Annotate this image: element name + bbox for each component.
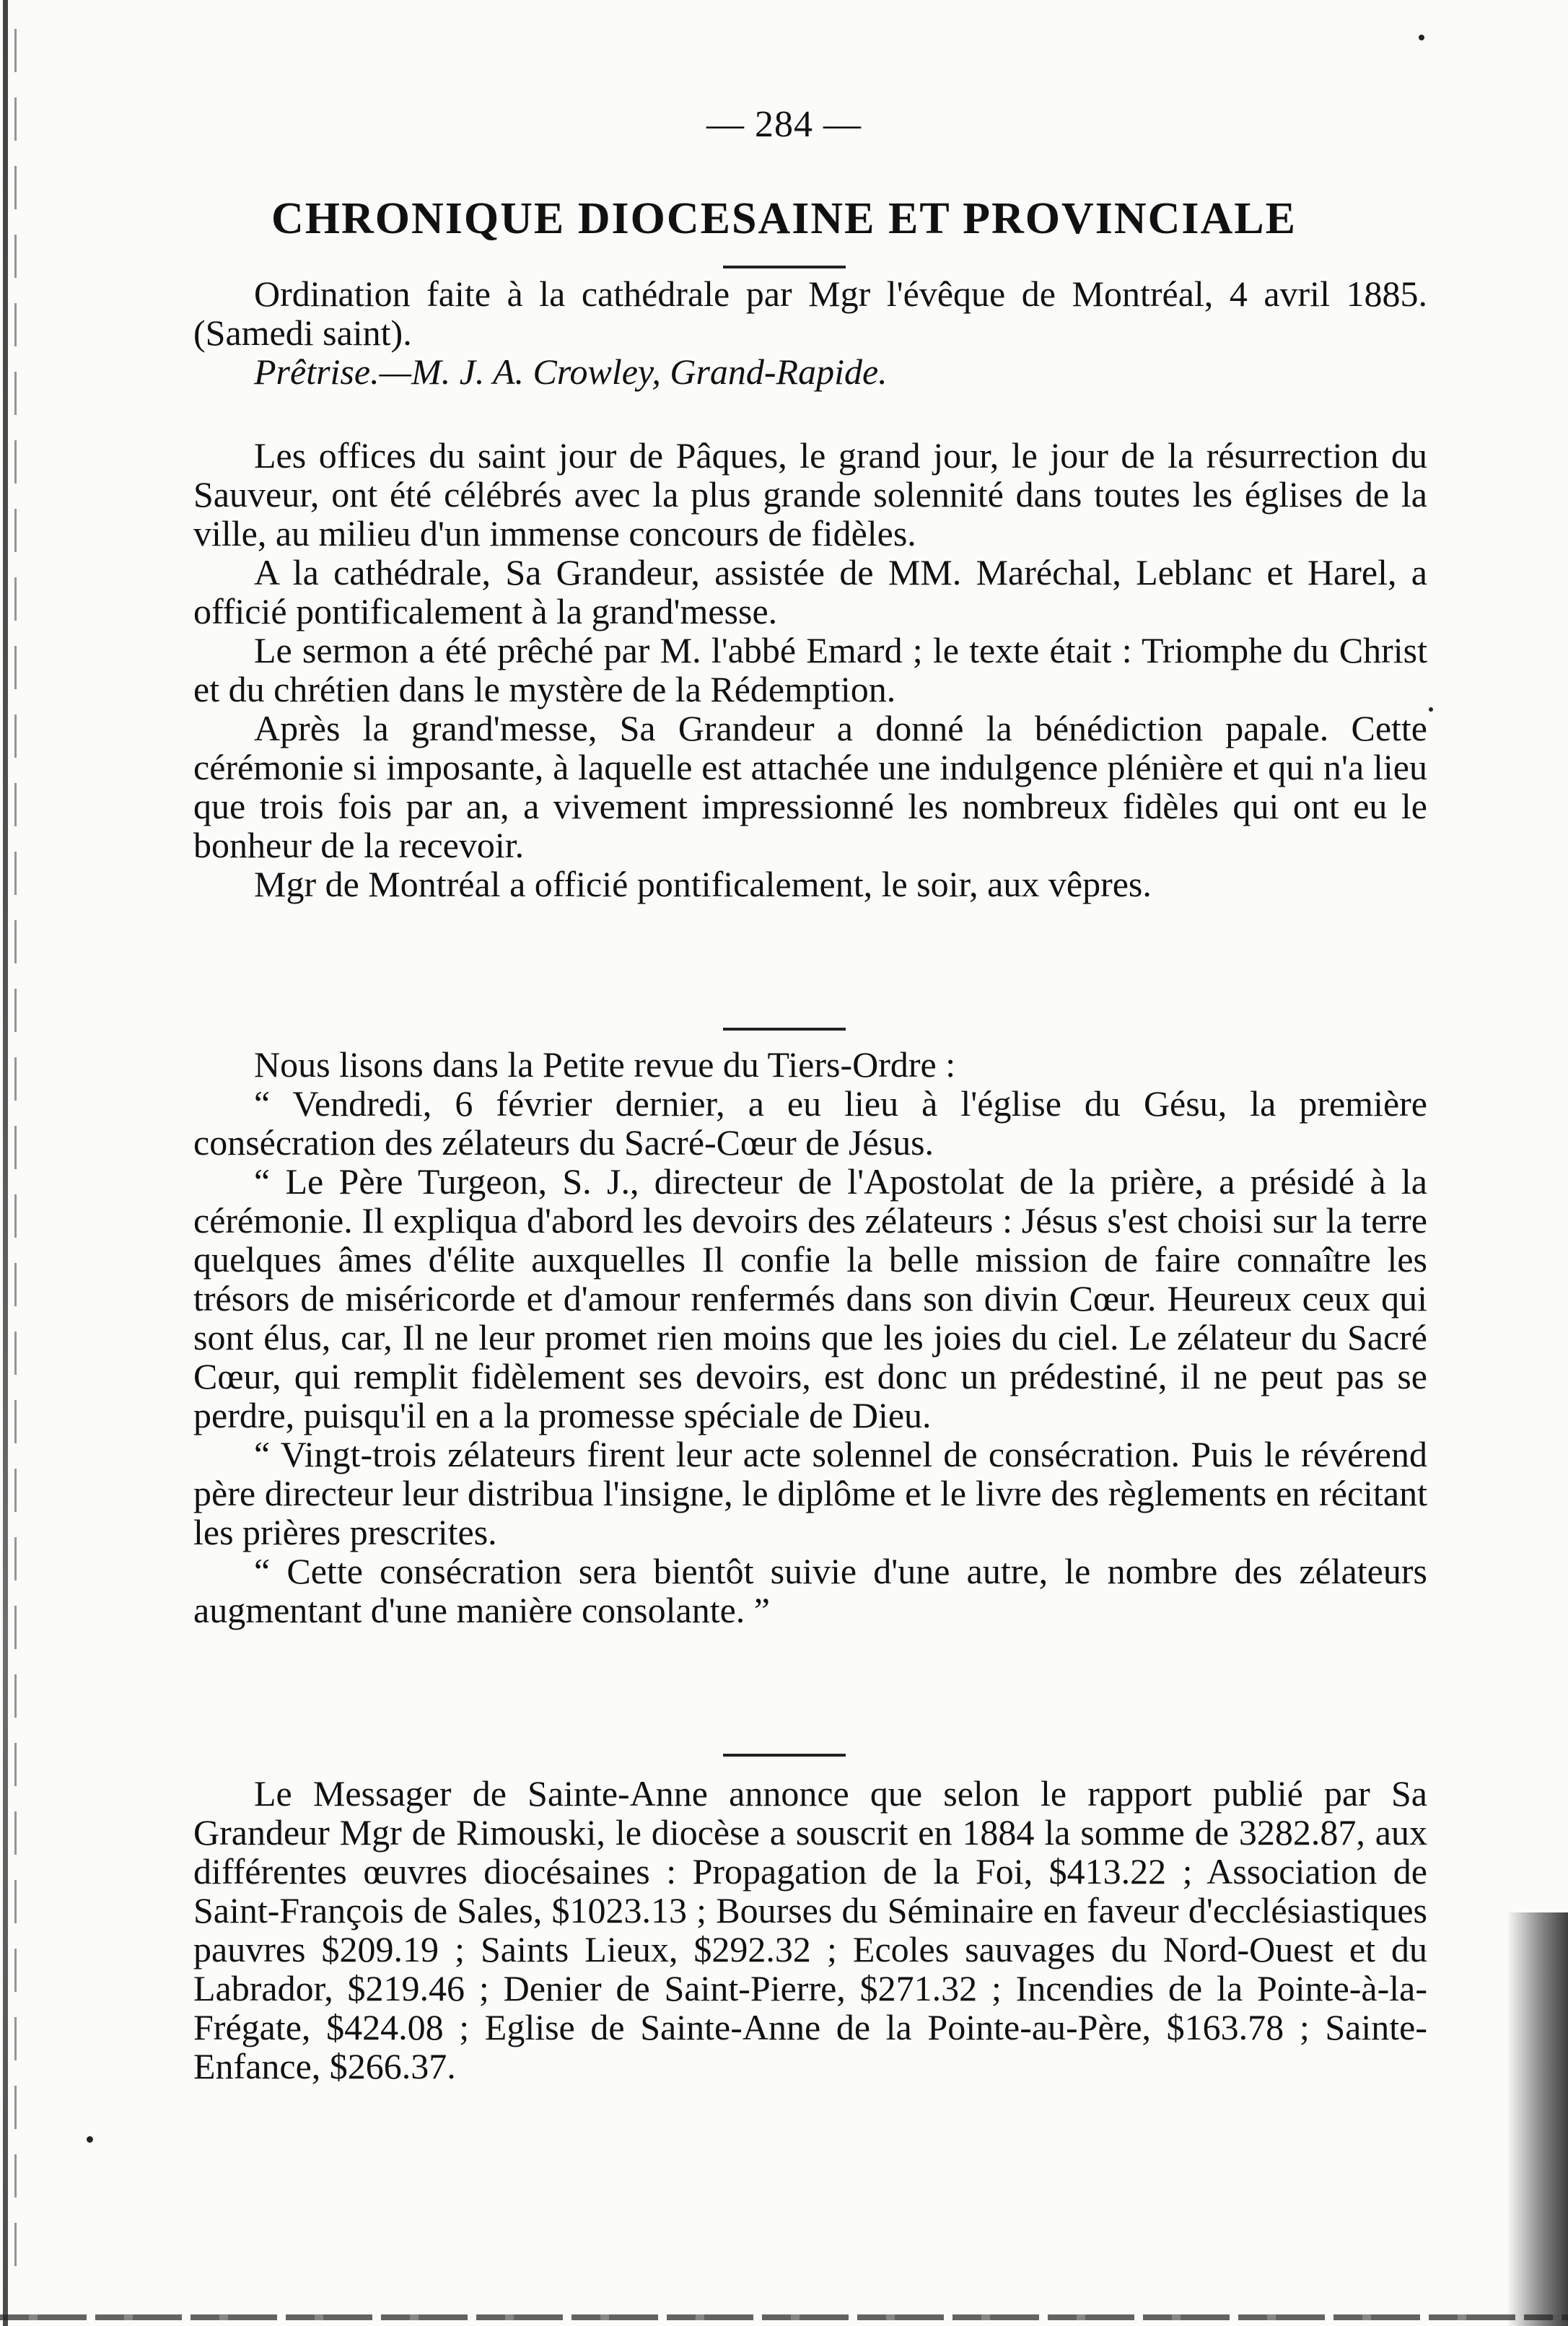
section-divider xyxy=(723,266,846,268)
tiers-ordre-paragraph: “ Le Père Turgeon, S. J., directeur de l'Apostolat de la prière, a présidé à la cérémonie. Il expliqua d'abord les devoirs des zélateurs : Jésus s'est choisi sur la terre quelques âmes d'élite auxquelles Il confie la belle mission de faire connaître les trésors de miséricorde et d'amour renfermés dans son divin Cœur. Heureux ceux qui sont élus, car, Il ne leur promet rien moins que les joies du ciel. Le zélateur du Sacré Cœur, qui remplit fidèlement ses devoirs, est donc un prédestiné, il ne peut pas se perdre, puisqu'il en a la promesse spéciale de Dieu. xyxy=(193,1161,1427,1435)
easter-paragraph: A la cathédrale, Sa Grandeur, assistée de MM. Maréchal, Leblanc et Harel, a officié pontificalement à la grand'messe. xyxy=(193,552,1427,631)
page-title: CHRONIQUE DIOCESAINE ET PROVINCIALE xyxy=(271,194,1297,243)
easter-section xyxy=(193,436,1427,904)
scan-speck xyxy=(87,2136,93,2143)
tiers-ordre-paragraph: “ Vendredi, 6 février dernier, a eu lieu à l'église du Gésu, la première consécration des zélateurs du Sacré-Cœur de Jésus. xyxy=(193,1083,1427,1163)
page-number: — 284 — xyxy=(706,104,862,145)
scan-page-edge xyxy=(1507,1912,1568,2326)
ordination-pretrise xyxy=(193,352,1427,391)
easter-paragraph: Les offices du saint jour de Pâques, le grand jour, le jour de la résurrection du Sauveur, ont été célébrés avec la plus grande solennité dans toutes les églises de la ville, au milieu d'un immense concours de fidèles. xyxy=(193,435,1427,554)
tiers-ordre-paragraph: “ Cette consécration sera bientôt suivie d'une autre, le nombre des zélateurs augmentant d'une manière consolante. ” xyxy=(193,1551,1427,1630)
ordination-section xyxy=(193,274,1427,391)
easter-paragraph: Mgr de Montréal a officié pontificalement, le soir, aux vêpres. xyxy=(254,864,1152,904)
rimouski-section xyxy=(193,1774,1427,2086)
easter-paragraph: Le sermon a été prêché par M. l'abbé Emard ; le texte était : Triomphe du Christ et du chrétien dans le mystère de la Rédemption. xyxy=(193,630,1427,709)
scan-bottom-edge xyxy=(0,2314,1568,2320)
scan-speck xyxy=(1419,35,1424,40)
scan-speck xyxy=(1429,707,1433,712)
section-divider xyxy=(723,1754,846,1757)
ordination-pretrise-text: Prêtrise.—M. J. A. Crowley, Grand-Rapide. xyxy=(254,351,888,392)
tiers-ordre-section xyxy=(193,1045,1427,1630)
scan-binding-edge xyxy=(3,0,8,2326)
tiers-ordre-paragraph: “ Vingt-trois zélateurs firent leur acte solennel de consécration. Puis le révérend père directeur leur distribua l'insigne, le diplôme et le livre des règlements en récitant les prières prescrites. xyxy=(193,1434,1427,1552)
easter-paragraph: Après la grand'messe, Sa Grandeur a donné la bénédiction papale. Cette cérémonie si imposante, à laquelle est attachée une indulgence plénière et qui n'a lieu que trois fois par an, a vivement impressionné les nombreux fidèles qui ont eu le bonheur de la recevoir. xyxy=(193,708,1427,865)
tiers-ordre-paragraph: Nous lisons dans la Petite revue du Tiers-Ordre : xyxy=(254,1044,956,1085)
section-divider xyxy=(723,1028,846,1031)
rimouski-paragraph: Le Messager de Sainte-Anne annonce que selon le rapport publié par Sa Grandeur Mgr de Rimouski, le diocèse a souscrit en 1884 la somme de 3282.87, aux différentes œuvres diocésaines : Propagation de la Foi, $413.22 ; Association de Saint-François de Sales, $1023.13 ; Bourses du Séminaire en faveur d'ecclésiastiques pauvres $209.19 ; Saints Lieux, $292.32 ; Ecoles sauvages du Nord-Ouest et du Labrador, $219.46 ; Denier de Saint-Pierre, $271.32 ; Incendies de la Pointe-à-la-Frégate, $424.08 ; Eglise de Sainte-Anne de la Pointe-au-Père, $163.78 ; Sainte-Enfance, $266.37. xyxy=(193,1773,1427,2086)
ordination-paragraph: Ordination faite à la cathédrale par Mgr l'évêque de Montréal, 4 avril 1885. (Samedi saint). xyxy=(193,274,1427,353)
scan-binding-marks xyxy=(14,29,17,2281)
